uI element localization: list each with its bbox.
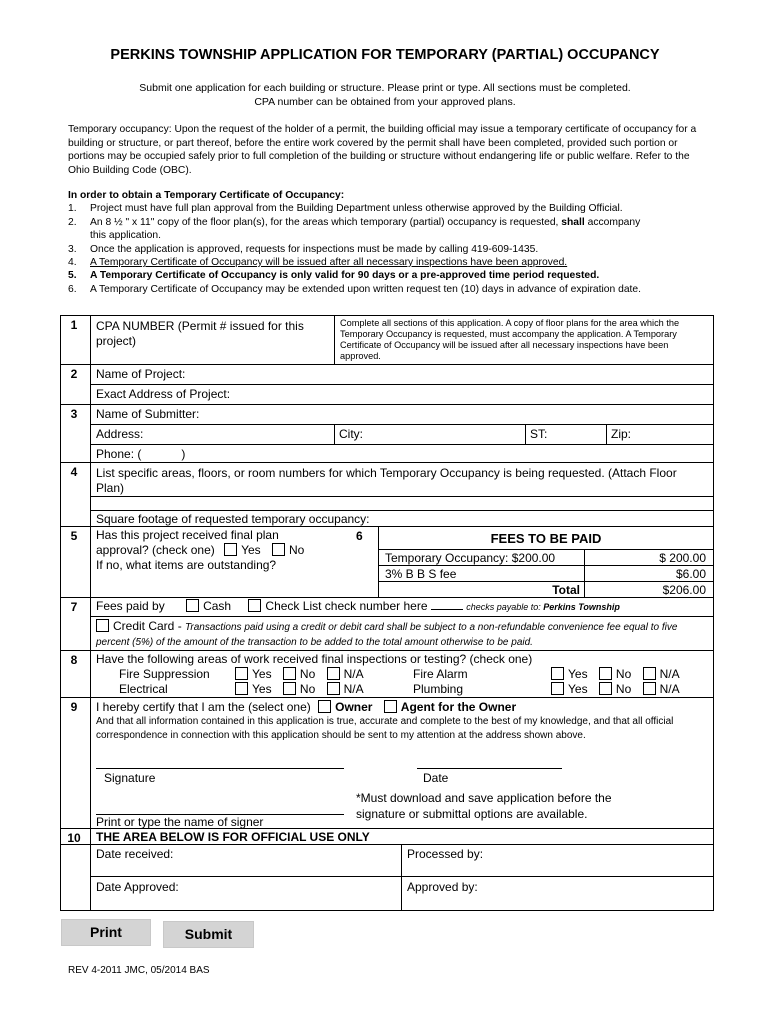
fire-suppression-yes-checkbox[interactable]: [235, 667, 248, 680]
submitter-address-field[interactable]: [150, 425, 332, 443]
certify-row: I hereby certify that I am the (select one) Owner Agent for the Owner: [96, 700, 517, 714]
fire-suppression-na-checkbox[interactable]: [327, 667, 340, 680]
electrical-yes-checkbox[interactable]: [235, 682, 248, 695]
project-address-label: Exact Address of Project:: [96, 387, 231, 401]
cpa-number-label: CPA NUMBER (Permit # issued for this project): [96, 319, 304, 348]
inspections-question: Have the following areas of work received final inspections or testing? (check one): [96, 652, 533, 666]
intro-paragraph: Temporary occupancy: Upon the request of the holder of a permit, the building official may issue a temporary certificate of occupancy for a building or structure, or part thereof, before the entire work covered by the permit shall have been completed, provided such portion or portions may be occupied safely prior to full completion of the building or structure without endangering life or public welfare. Refer to the Ohio Building Code (OBC).: [68, 124, 697, 176]
signature-date-field[interactable]: [417, 748, 562, 768]
list-item: 5. A Temporary Certificate of Occupancy is only valid for 90 days or a pre-approved time period requested.: [68, 270, 600, 282]
agent-checkbox[interactable]: [384, 700, 397, 713]
fire-alarm-options: Yes No N/A: [551, 667, 680, 681]
submit-button[interactable]: Submit: [163, 921, 254, 948]
electrical-options: Yes No N/A: [235, 682, 364, 696]
date-label: Date: [423, 771, 449, 785]
print-name-label: Print or type the name of signer: [96, 815, 264, 829]
fee-total-value: $206.00: [662, 583, 706, 597]
section-number: 9: [70, 700, 78, 714]
square-footage-label: Square footage of requested temporary occupancy:: [96, 512, 370, 526]
signature-field[interactable]: [96, 748, 344, 768]
project-name-label: Name of Project:: [96, 367, 186, 381]
section-number: 8: [70, 653, 78, 667]
official-use-heading: THE AREA BELOW IS FOR OFFICIAL USE ONLY: [96, 830, 370, 844]
signature-line: [96, 768, 344, 769]
state-label: ST:: [530, 427, 548, 441]
plumbing-na-checkbox[interactable]: [643, 682, 656, 695]
state-field[interactable]: [556, 425, 604, 443]
approved-by-label: Approved by:: [407, 880, 478, 894]
fee-row-label: 3% B B S fee: [385, 567, 457, 581]
city-field[interactable]: [370, 425, 523, 443]
date-line: [417, 768, 562, 769]
list-item: 3. Once the application is approved, requests for inspections must be made by calling 419-609-1435.: [68, 243, 539, 255]
occupancy-areas-label: List specific areas, floors, or room numbers for which Temporary Occupancy is being requested. (Attach Floor Plan): [96, 466, 677, 495]
instructions-line-1: Submit one application for each building or structure. Please print or type. All sections must be completed.: [139, 82, 631, 94]
check-number-field[interactable]: [431, 599, 463, 610]
section-number: 4: [70, 465, 78, 479]
section-number: 10: [67, 831, 81, 845]
plumbing-no-checkbox[interactable]: [599, 682, 612, 695]
certification-statement: And that all information contained in this application is true, accurate and complete to the best of my knowledge, and that all official correspondence in connection with this application should be sent to my attention at the address shown above.: [96, 716, 674, 741]
city-label: City:: [339, 427, 363, 441]
fire-alarm-yes-checkbox[interactable]: [551, 667, 564, 680]
submitter-address-label: Address:: [96, 427, 144, 441]
project-name-field[interactable]: [200, 365, 712, 383]
project-address-field[interactable]: [244, 385, 712, 403]
inspection-item: Plumbing: [413, 682, 464, 696]
date-received-label: Date received:: [96, 847, 174, 861]
section-number: 5: [70, 529, 78, 543]
print-name-field[interactable]: [96, 796, 344, 814]
section-number: 1: [70, 318, 78, 332]
requirements-list: [68, 189, 718, 296]
processed-by-label: Processed by:: [407, 847, 484, 861]
revision-footer: REV 4-2011 JMC, 05/2014 BAS: [68, 965, 210, 976]
square-footage-field[interactable]: [386, 511, 712, 525]
section-number: 7: [70, 600, 78, 614]
section-number: 2: [70, 367, 78, 381]
fees-heading: FEES TO BE PAID: [490, 531, 602, 546]
print-button[interactable]: Print: [61, 919, 151, 946]
plumbing-yes-checkbox[interactable]: [551, 682, 564, 695]
owner-checkbox[interactable]: [318, 700, 331, 713]
list-item: 1. Project must have full plan approval from the Building Department unless otherwise approved by the Building Official.: [68, 203, 623, 215]
fee-row-value: $6.00: [675, 567, 706, 581]
list-item: 4. A Temporary Certificate of Occupancy will be issued after all necessary inspections have been approved.: [68, 257, 568, 269]
plan-approval-no-checkbox[interactable]: [272, 543, 285, 556]
fee-row-value: $ 200.00: [659, 551, 706, 565]
section-number: 3: [70, 407, 78, 421]
phone-field[interactable]: [200, 445, 712, 461]
final-plan-question: Has this project received final plan approval? (check one) Yes No If no, what items are outstanding?: [96, 528, 305, 572]
instructions-line-2: CPA number can be obtained from your approved plans.: [254, 96, 516, 108]
list-item: 2. An 8 ½ " x 11" copy of the floor plan(s), for the areas which temporary (partial) occupancy is requested, shall accompany: [68, 216, 641, 228]
list-heading: In order to obtain a Temporary Certificate of Occupancy:: [68, 190, 345, 201]
pay-check-checkbox[interactable]: [248, 599, 261, 612]
signature-label: Signature: [104, 771, 156, 785]
download-note: *Must download and save application before the signature or submittal options are available.: [356, 791, 612, 821]
credit-card-row: Credit Card - Transactions paid using a credit or debit card shall be subject to a non-refundable convenience fee equal to five percent (5%) of the amount of the transaction to be added to the total amount otherwise to be paid.: [96, 619, 678, 648]
inspection-item: Fire Suppression: [119, 667, 210, 681]
zip-field[interactable]: [636, 425, 712, 443]
list-item-continuation: this application.: [90, 230, 161, 242]
date-approved-label: Date Approved:: [96, 880, 179, 894]
zip-label: Zip:: [611, 427, 632, 441]
submitter-name-field[interactable]: [212, 405, 712, 423]
section-1-note: Complete all sections of this application. A copy of floor plans for the area which the Temporary Occupancy is requested, must accompany the application. A Temporary Certificate of Occupancy will be issued after all necessary inspections have been approved.: [340, 318, 680, 361]
plan-approval-yes-checkbox[interactable]: [224, 543, 237, 556]
electrical-na-checkbox[interactable]: [327, 682, 340, 695]
plumbing-options: Yes No N/A: [551, 682, 680, 696]
inspection-item: Fire Alarm: [413, 667, 468, 681]
fees-paid-by-row: Fees paid by Cash Check List check number here checks payable to: Perkins Township: [96, 599, 620, 613]
fire-suppression-no-checkbox[interactable]: [283, 667, 296, 680]
pay-credit-card-checkbox[interactable]: [96, 619, 109, 632]
section-number: 6: [356, 529, 363, 543]
fee-row-label: Temporary Occupancy: $200.00: [385, 551, 556, 565]
phone-label: Phone: ( ): [96, 447, 186, 461]
fire-alarm-no-checkbox[interactable]: [599, 667, 612, 680]
fire-suppression-options: Yes No N/A: [235, 667, 364, 681]
pay-cash-checkbox[interactable]: [186, 599, 199, 612]
occupancy-areas-field[interactable]: [91, 497, 712, 509]
submitter-name-label: Name of Submitter:: [96, 407, 200, 421]
fire-alarm-na-checkbox[interactable]: [643, 667, 656, 680]
list-item: 6. A Temporary Certificate of Occupancy may be extended upon written request ten (10) days in advance of expiration date.: [68, 283, 642, 295]
fee-total-label: Total: [552, 583, 580, 597]
inspection-item: Electrical: [119, 682, 168, 696]
page-title: PERKINS TOWNSHIP APPLICATION FOR TEMPORARY (PARTIAL) OCCUPANCY: [110, 47, 660, 63]
electrical-no-checkbox[interactable]: [283, 682, 296, 695]
